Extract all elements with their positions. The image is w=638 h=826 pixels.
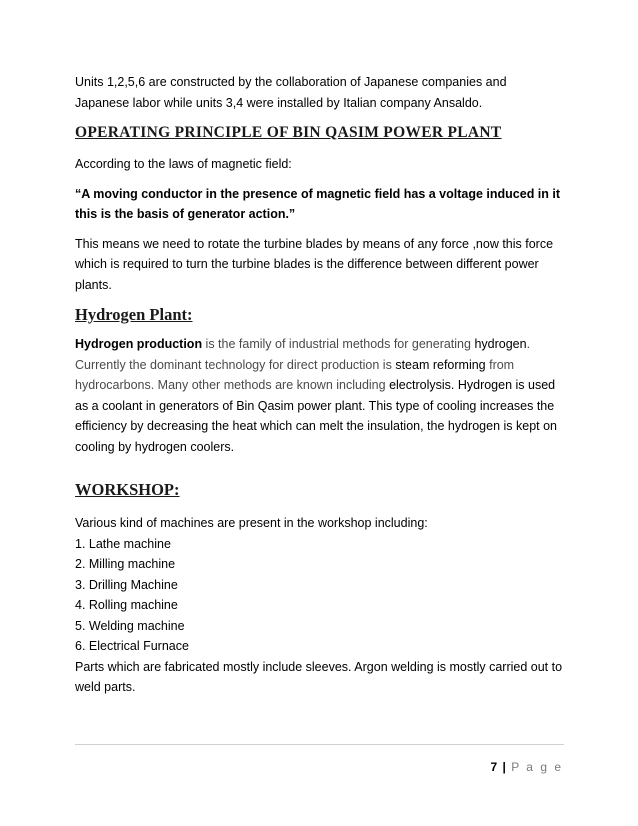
footer-separator: | [502,760,507,774]
generator-action-quote: “A moving conductor in the presence of magnetic field has a voltage induced in it this is the basis of generator action.” [75,186,561,221]
workshop-heading: WORKSHOP: [75,480,180,499]
list-item: 3. Drilling Machine [75,577,178,592]
hydrogen-paragraph [75,334,570,457]
hydrogen-production-term: Hydrogen production [75,337,203,351]
hydrogen-text-a: is the family of industrial methods for generating [202,337,475,351]
hydrogen-link-word: hydrogen [474,337,527,351]
footer-divider [75,744,564,745]
steam-reforming-word: steam reforming [395,357,486,372]
page-label: P a g e [511,760,563,774]
intro-line-1: Units 1,2,5,6 are constructed by the collaboration of Japanese companies and [75,75,507,89]
operating-lead: According to the laws of magnetic field: [75,157,292,171]
hydrogen-text-g: . Hydrogen is used as a coolant in generators of Bin Qasim power plant. This type of cooling increases the efficiency by decreasing the heat which can melt the insulation, the hydrogen is kept on cooling by hydrogen coolers. [75,378,558,454]
operating-body: This means we need to rotate the turbine blades by means of any force ,now this force which is required to turn the turbine blades is the difference between different power plants. [75,236,554,292]
workshop-closing: Parts which are fabricated mostly include sleeves. Argon welding is mostly carried out to weld parts. [75,659,563,694]
hydrogen-plant-heading: Hydrogen Plant: [75,305,193,324]
workshop-lead: Various kind of machines are present in the workshop including: [75,516,428,530]
list-item: 1. Lathe machine [75,536,171,551]
list-item: 5. Welding machine [75,618,185,633]
workshop-list [75,513,570,698]
page-footer [490,760,563,774]
hydrogen-text-c: . Currently the dominant technology for direct production is [75,337,531,372]
intro-line-2: Japanese labor while units 3,4 were installed by Italian company Ansaldo. [75,95,483,110]
operating-principle-heading: OPERATING PRINCIPLE OF BIN QASIM POWER PLANT [75,124,502,141]
list-item: 2. Milling machine [75,557,176,571]
list-item: 6. Electrical Furnace [75,639,189,653]
document-page [75,72,570,698]
page-number: 7 [490,760,499,774]
electrolysis-word: electrolysis [389,378,451,392]
hydrogen-text-e: from hydrocarbons. Many other methods are known including [75,357,515,392]
list-item: 4. Rolling machine [75,598,178,612]
